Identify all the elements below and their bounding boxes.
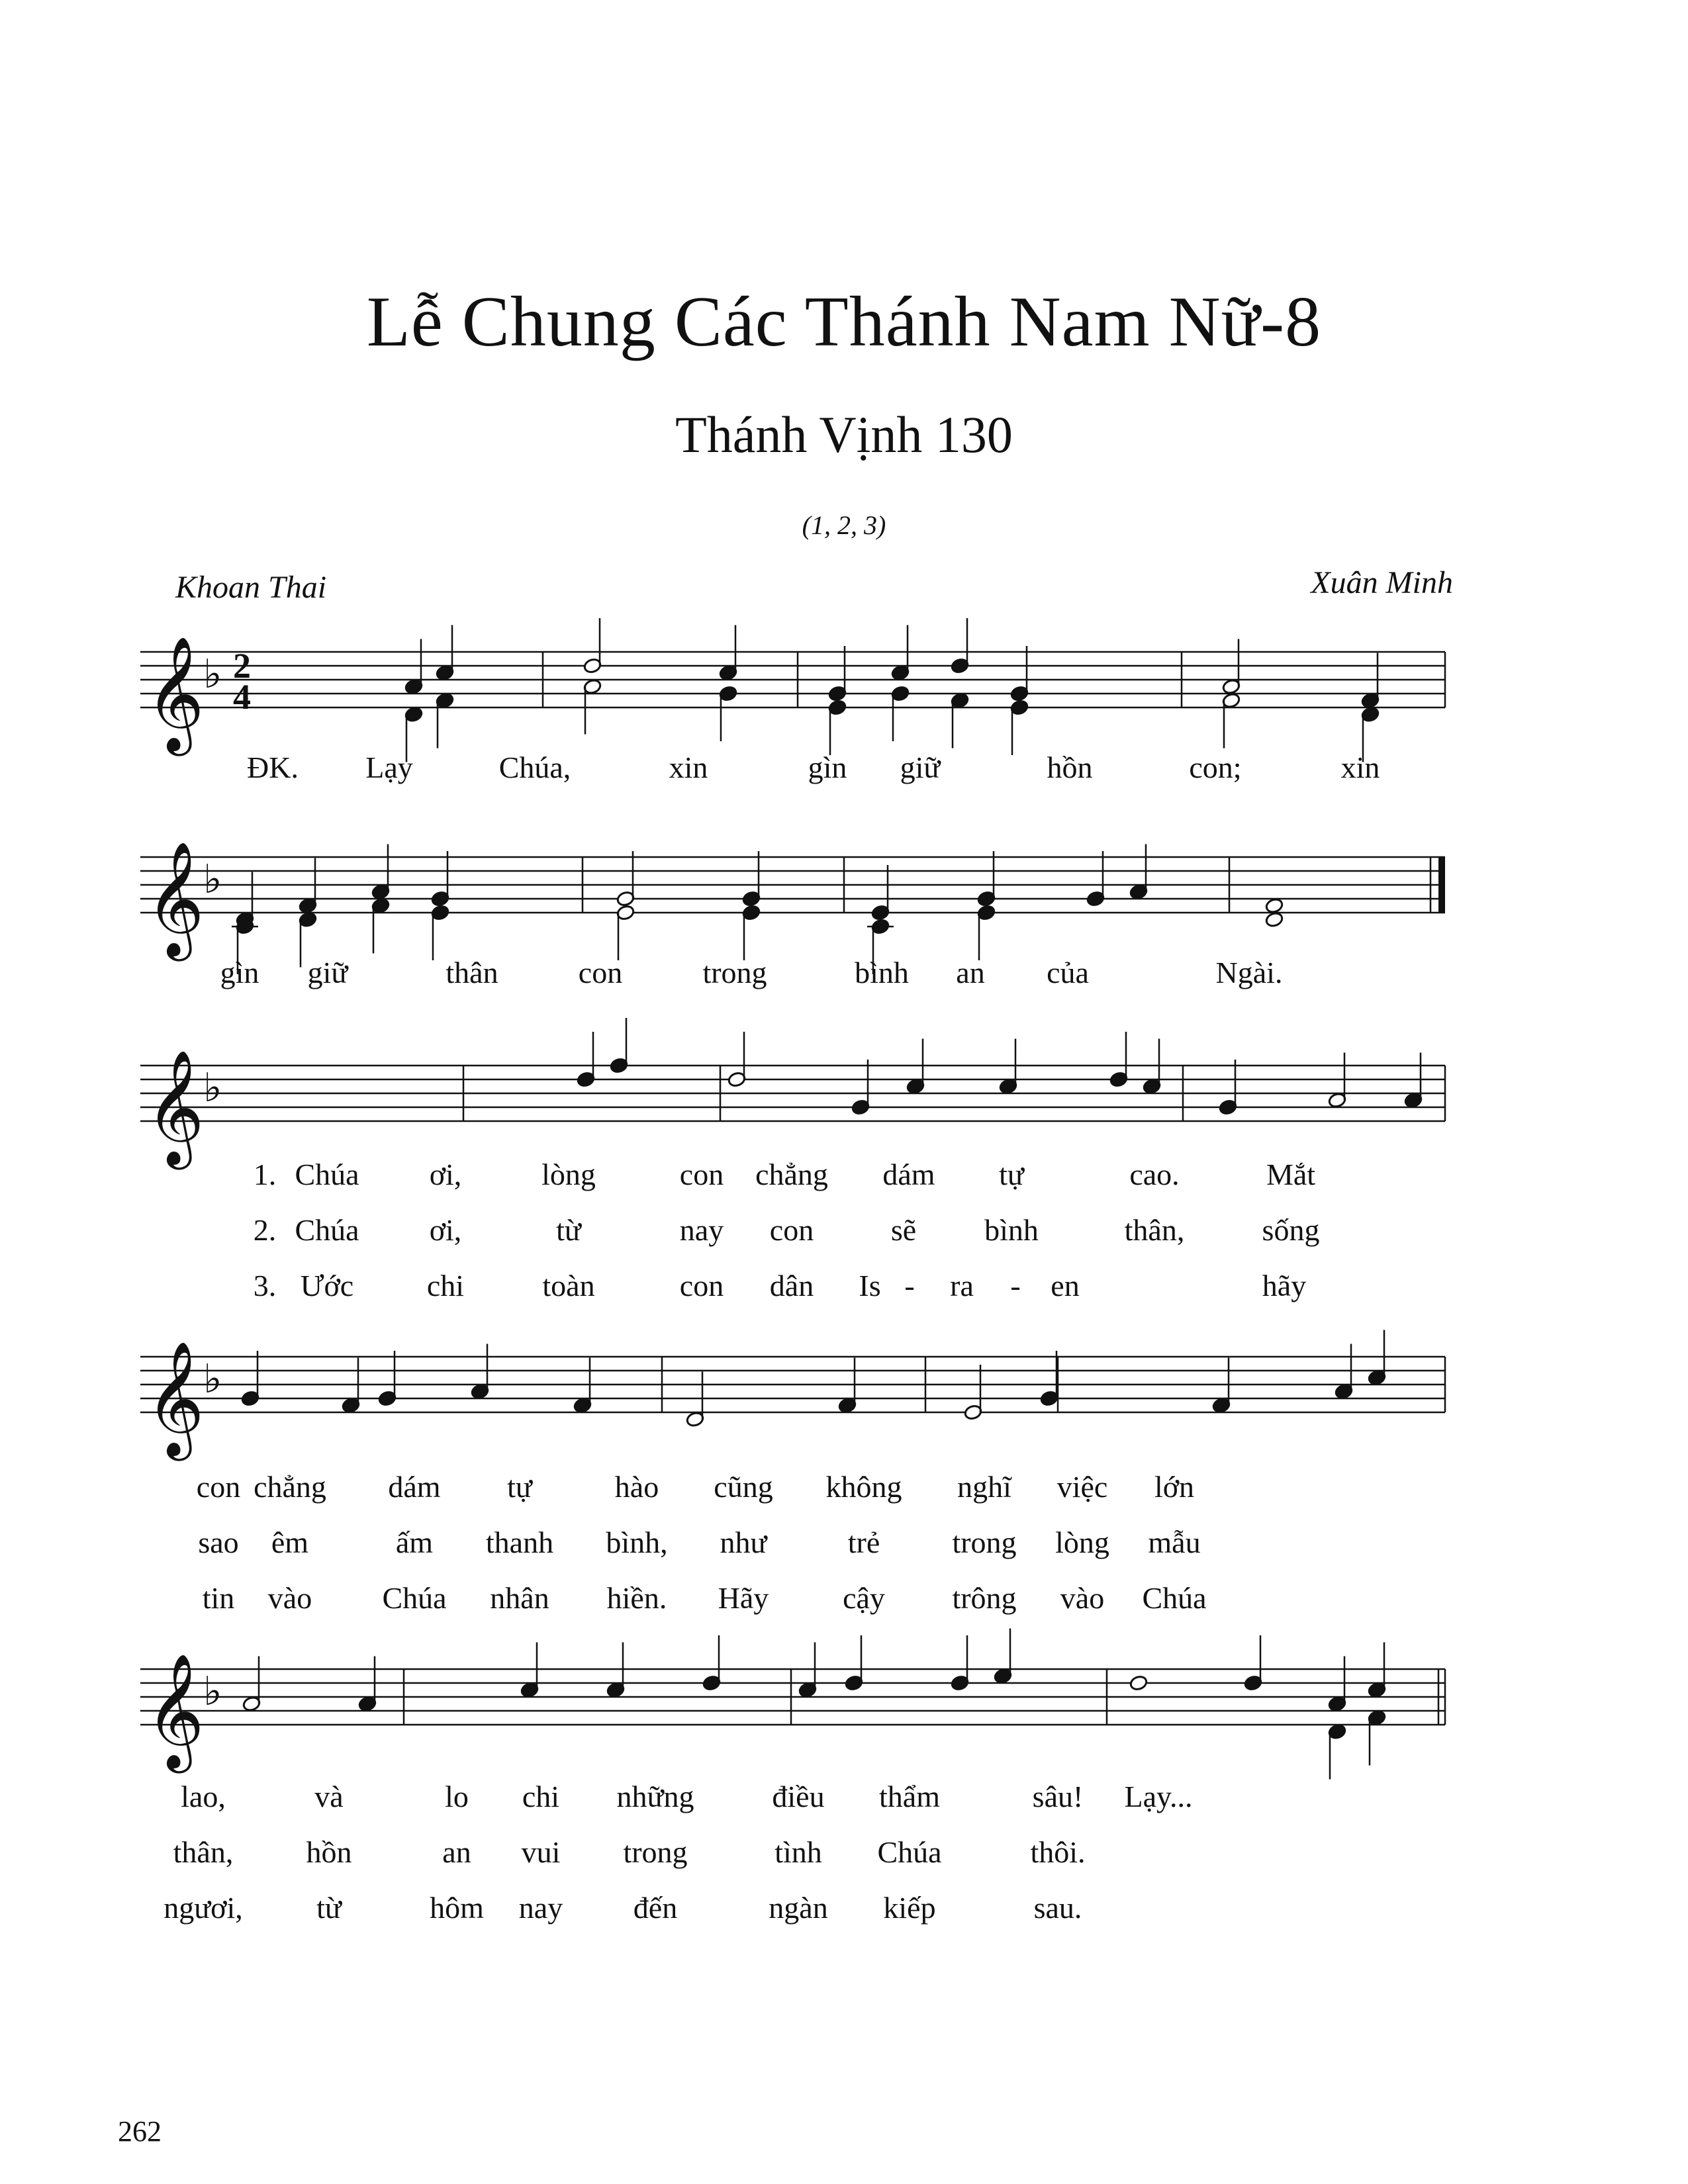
lyric-syllable: xin <box>1340 751 1380 784</box>
lyric-syllable: nay <box>679 1213 724 1247</box>
lyric-syllable: từ <box>316 1891 342 1925</box>
lyric-syllable: đến <box>633 1891 678 1925</box>
lyric-syllable: Hãy <box>718 1581 769 1615</box>
lyric-syllable: lớn <box>1154 1470 1195 1504</box>
note-head <box>1129 1674 1149 1691</box>
staff-system-5 <box>140 1629 1445 1925</box>
lyric-syllable: toàn <box>542 1269 595 1302</box>
lyric-syllable: hôm <box>430 1891 484 1925</box>
lyric-syllable: 3. <box>253 1269 277 1302</box>
lyric-syllable: bình <box>984 1213 1039 1247</box>
lyric-syllable: an <box>442 1835 471 1869</box>
lyric-syllable: êm <box>271 1525 309 1559</box>
lyric-syllable: và <box>314 1780 344 1813</box>
lyric-syllable: trong <box>623 1835 688 1869</box>
time-signature-top: 2 <box>233 646 251 686</box>
lyric-syllable: hồn <box>306 1835 352 1869</box>
lyric-syllable: việc <box>1056 1470 1108 1504</box>
lyric-syllable: thẩm <box>879 1780 940 1813</box>
lyric-syllable: Is <box>859 1269 881 1302</box>
lyric-syllable: lòng <box>1055 1525 1109 1559</box>
lyric-syllable: mẫu <box>1148 1525 1201 1559</box>
tempo-marking: Khoan Thai <box>175 570 327 605</box>
lyric-syllable: gìn <box>808 751 847 784</box>
treble-clef-icon: 𝄞 <box>146 1657 205 1766</box>
lyric-syllable: ơi, <box>429 1213 462 1247</box>
note-head <box>1265 897 1284 914</box>
lyric-syllable: trẻ <box>847 1525 880 1559</box>
lyric-syllable: tin <box>202 1581 235 1615</box>
verses-note: (1, 2, 3) <box>802 510 886 540</box>
lyric-syllable: con <box>679 1158 724 1191</box>
lyric-syllable: thân <box>445 956 498 989</box>
lyric-syllable: kiếp <box>883 1891 936 1925</box>
lyric-syllable: trông <box>952 1581 1017 1615</box>
lyric-syllable: không <box>825 1470 902 1504</box>
lyric-syllable: xin <box>669 751 708 784</box>
lyric-syllable: nhân <box>490 1581 549 1615</box>
lyric-syllable: - <box>1010 1269 1021 1302</box>
lyric-syllable: vào <box>1060 1581 1105 1615</box>
lyric-syllable: con <box>196 1470 241 1504</box>
lyric-syllable: Chúa <box>295 1213 359 1247</box>
lyric-syllable: bình <box>855 956 909 989</box>
lyric-syllable: dám <box>882 1158 935 1191</box>
lyric-syllable: Chúa <box>877 1835 942 1869</box>
note-head <box>1265 911 1284 928</box>
lyric-syllable: ấm <box>395 1525 434 1559</box>
staff-system-1 <box>140 618 1445 784</box>
lyric-syllable: điều <box>772 1780 825 1813</box>
treble-clef-icon: 𝄞 <box>146 844 205 954</box>
lyric-syllable: ĐK. <box>247 751 299 784</box>
lyric-syllable: sau. <box>1033 1891 1082 1925</box>
lyric-syllable: giữ <box>900 751 941 784</box>
lyric-syllable: Ước <box>300 1269 354 1302</box>
lyric-syllable: từ <box>556 1213 581 1247</box>
treble-clef-icon: 𝄞 <box>146 1053 205 1163</box>
flat-key-signature-icon: ♭ <box>203 1066 222 1110</box>
lyric-syllable: con; <box>1189 751 1242 784</box>
lyric-syllable: bình, <box>606 1525 668 1559</box>
time-signature-bottom: 4 <box>233 677 251 717</box>
lyric-syllable: Lạy <box>365 751 413 784</box>
staff-system-4 <box>140 1330 1445 1615</box>
lyric-syllable: của <box>1047 956 1089 989</box>
lyric-syllable: giữ <box>307 956 348 989</box>
lyric-syllable: chi <box>426 1269 465 1302</box>
lyric-syllable: ơi, <box>429 1158 462 1191</box>
lyric-syllable: trong <box>952 1525 1017 1559</box>
lyric-syllable: nay <box>518 1891 563 1925</box>
lyric-syllable: tự <box>507 1470 532 1504</box>
lyric-syllable: tự <box>999 1158 1024 1191</box>
lyric-syllable: chi <box>522 1780 560 1813</box>
lyric-syllable: cậy <box>843 1581 885 1615</box>
lyric-syllable: hiền. <box>606 1581 667 1615</box>
lyric-syllable: ngàn <box>769 1891 828 1925</box>
lyric-syllable: dám <box>388 1470 441 1504</box>
lyric-syllable: nghĩ <box>957 1470 1011 1504</box>
staff-system-3 <box>140 1018 1445 1302</box>
lyric-syllable: hãy <box>1262 1269 1307 1302</box>
lyric-syllable: - <box>904 1269 915 1302</box>
lyric-syllable: con <box>769 1213 814 1247</box>
lyric-syllable: chẳng <box>755 1158 828 1191</box>
lyric-syllable: ngươi, <box>164 1891 243 1925</box>
page-number: 262 <box>118 2115 162 2148</box>
lyric-syllable: thanh <box>485 1525 554 1559</box>
lyric-syllable: con <box>679 1269 724 1302</box>
lyric-syllable: 2. <box>253 1213 277 1247</box>
lyric-syllable: thôi. <box>1030 1835 1086 1869</box>
lyric-syllable: Chúa, <box>498 751 571 784</box>
lyric-syllable: con <box>578 956 623 989</box>
flat-key-signature-icon: ♭ <box>203 653 222 696</box>
lyric-syllable: an <box>956 956 985 989</box>
lyric-syllable: lòng <box>541 1158 596 1191</box>
lyric-syllable: lo <box>445 1780 469 1813</box>
lyric-syllable: ra <box>950 1269 974 1302</box>
staff-system-2 <box>140 843 1445 989</box>
page-title: Lễ Chung Các Thánh Nam Nữ-8 <box>366 283 1322 361</box>
lyric-syllable: trong <box>702 956 767 989</box>
lyric-syllable: hào <box>614 1470 659 1504</box>
lyric-syllable: hồn <box>1047 751 1093 784</box>
lyric-syllable: 1. <box>253 1158 277 1191</box>
lyric-syllable: tình <box>774 1835 822 1869</box>
lyric-syllable: Mắt <box>1266 1158 1316 1191</box>
treble-clef-icon: 𝄞 <box>146 1344 205 1454</box>
flat-key-signature-icon: ♭ <box>203 1357 222 1401</box>
lyric-syllable: en <box>1051 1269 1080 1302</box>
lyric-syllable: Ngài. <box>1215 956 1283 989</box>
lyric-syllable: thân, <box>1124 1213 1185 1247</box>
lyric-syllable: sao <box>198 1525 239 1559</box>
lyric-syllable: cũng <box>714 1470 773 1504</box>
lyric-syllable: Chúa <box>1142 1581 1207 1615</box>
flat-key-signature-icon: ♭ <box>203 858 222 901</box>
lyric-syllable: gìn <box>220 956 259 989</box>
lyric-syllable: thân, <box>173 1835 234 1869</box>
lyric-syllable: sâu! <box>1032 1780 1084 1813</box>
lyric-syllable: chẳng <box>254 1470 326 1504</box>
lyric-syllable: sẽ <box>890 1213 917 1247</box>
lyric-syllable: lao, <box>181 1780 226 1813</box>
lyric-syllable: Chúa <box>382 1581 447 1615</box>
lyric-syllable: như <box>720 1525 767 1559</box>
lyric-syllable: cao. <box>1129 1158 1180 1191</box>
lyric-syllable: sống <box>1262 1213 1320 1247</box>
treble-clef-icon: 𝄞 <box>146 639 205 749</box>
composer-name: Xuân Minh <box>1311 565 1453 600</box>
lyric-syllable: Chúa <box>295 1158 359 1191</box>
lyric-syllable: những <box>616 1780 694 1813</box>
page-subtitle: Thánh Vịnh 130 <box>675 406 1013 463</box>
flat-key-signature-icon: ♭ <box>203 1670 222 1713</box>
lyric-syllable: vào <box>267 1581 312 1615</box>
final-barline <box>1438 857 1445 913</box>
lyric-syllable: vui <box>521 1835 561 1869</box>
lyric-syllable: dân <box>769 1269 814 1302</box>
lyric-syllable: Lạy... <box>1124 1780 1193 1813</box>
